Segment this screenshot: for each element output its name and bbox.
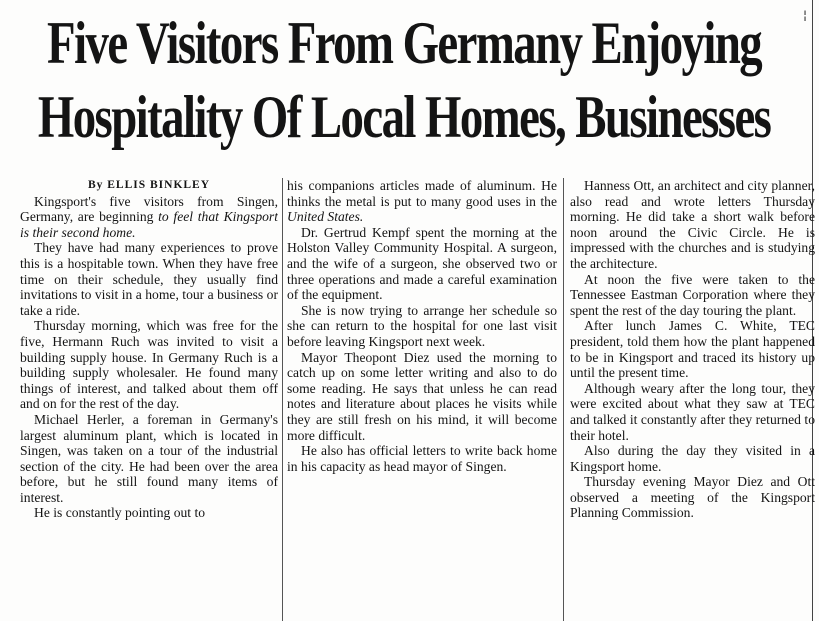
paragraph: Also during the day they visited in a Kingsport home. bbox=[570, 443, 815, 474]
column-3 bbox=[570, 178, 815, 621]
headline-line-2: Hospitality Of Local Homes, Businesses bbox=[37, 84, 771, 150]
paragraph: Hanness Ott, an architect and city planner, also read and wrote letters Thursday morning. He did take a short walk before noon around the Civic Circle. He is impressed with the churches and is studying the architecture. bbox=[570, 178, 815, 271]
column-rule bbox=[282, 178, 283, 621]
article-body bbox=[20, 178, 815, 621]
paragraph: Thursday evening Mayor Diez and Ott observed a meeting of the Kingsport Planning Commission. bbox=[570, 474, 815, 521]
paragraph: Dr. Gertrud Kempf spent the morning at the Holston Valley Community Hospital. A surgeon, and the wife of a surgeon, she observed two or three operations and made a careful examination of the equipment. bbox=[287, 224, 557, 303]
paragraph: After lunch James C. White, TEC president, told them how the plant happened to be in Kingsport and traced its history up until the present time. bbox=[570, 318, 815, 381]
paragraph-text: Kingsport's five visitors from Singen, Germany, are beginning bbox=[20, 193, 278, 225]
column-2 bbox=[287, 178, 557, 621]
byline: By ELLIS BINKLEY bbox=[87, 179, 211, 191]
paragraph: He is constantly pointing out to bbox=[34, 505, 206, 521]
paragraph: She is now trying to arrange her schedule so she can return to the hospital for one last visit before leaving Kingsport next week. bbox=[287, 302, 557, 349]
edge-mark: ¦ bbox=[803, 8, 808, 22]
article-headline bbox=[18, 6, 790, 154]
paragraph bbox=[20, 194, 278, 241]
paragraph: Thursday morning, which was free for the five, Hermann Ruch was invited to visit a building supply house. In Germany Ruch is a building supply wholesaler. He found many things of interest, and talked about them off and on for the rest of the day. bbox=[20, 318, 278, 412]
paragraph: He also has official letters to write back home in his capacity as head mayor of Singen. bbox=[287, 443, 557, 474]
column-1 bbox=[20, 178, 278, 621]
paragraph: Although weary after the long tour, they were excited about what they saw at TEC and talked it constantly after they returned to their hotel. bbox=[570, 380, 815, 443]
column-rule bbox=[563, 178, 564, 621]
paragraph bbox=[287, 178, 557, 225]
paragraph: They have had many experiences to prove this is a hospitable town. When they have free time on their schedule, they usually find invitations to visit in a home, tour a business or take a ride. bbox=[20, 240, 278, 318]
headline-line-1: Five Visitors From Germany Enjoying bbox=[47, 10, 762, 76]
paragraph: Michael Herler, a foreman in Germany's largest aluminum plant, which is located in Singen, was taken on a tour of the industrial section of the city. He had been over the area before, but he still found many items of interest. bbox=[20, 411, 278, 505]
paragraph: Mayor Theopont Diez used the morning to catch up on some letter writing and also to do some reading. He says that unless he can read notes and literature about places he visits while they are still fresh on his mind, it will become more difficult. bbox=[287, 349, 557, 443]
paragraph-text: his companions articles made of aluminum. He thinks the metal is put to many good uses in the bbox=[287, 178, 557, 209]
paragraph-italic-text: to feel that Kingsport is their second home. bbox=[20, 209, 278, 240]
paragraph: At noon the five were taken to the Tennessee Eastman Corporation where they spent the rest of the day touring the plant. bbox=[570, 271, 815, 318]
paragraph-italic-text: United States. bbox=[287, 209, 364, 225]
